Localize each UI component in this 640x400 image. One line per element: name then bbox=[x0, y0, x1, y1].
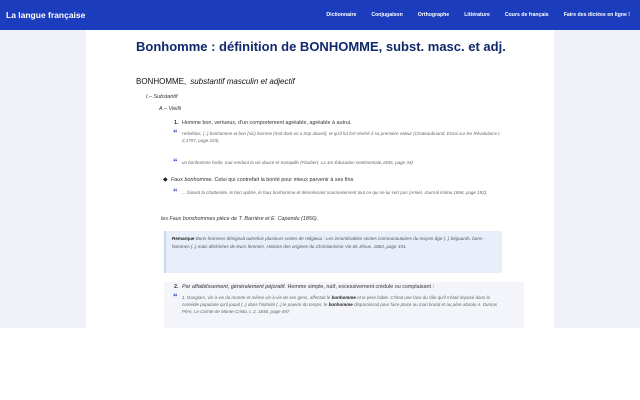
site-brand[interactable]: La langue française bbox=[6, 10, 86, 20]
citation-4-headword: bonhomme bbox=[331, 295, 356, 300]
citation-4-part-a: 1. Danglars, vis-à-vis du monde et même vis-à-vis de ses gens, affectait le bbox=[182, 295, 331, 300]
diamond-bullet-icon: ◆ bbox=[163, 177, 168, 183]
quote-mark-icon: “ bbox=[173, 187, 178, 197]
page-title: Bonhomme : définition de BONHOMME, subst. masc. et adj. bbox=[136, 39, 506, 54]
definition-2-lead: Par affaiblissement, généralement péjoratif. bbox=[182, 284, 286, 290]
lower-blank-area bbox=[0, 328, 640, 400]
remarque-label: Remarque bbox=[172, 236, 195, 241]
citation-4-part-b: et le père faible. C'était une face du rôle qu'il s'était imposé dans la comédie populaire qu'il jouait (..) dans l'intimité (..) le pauvre du temps, le bbox=[182, 295, 490, 308]
quote-mark-icon: “ bbox=[173, 157, 178, 167]
nav-links bbox=[311, 0, 630, 30]
quote-mark-icon: “ bbox=[173, 128, 178, 138]
part-of-speech: substantif masculin et adjectif bbox=[190, 77, 295, 86]
citation-4 bbox=[182, 294, 502, 316]
headword: BONHOMME, bbox=[136, 77, 187, 86]
nav-link-litterature[interactable]: Littérature bbox=[464, 12, 490, 18]
nav-link-orthographe[interactable]: Orthographe bbox=[417, 12, 450, 18]
citation-4-part-c: disparaissait pour faire place au mari brutal et au père absolu A. Dumas Père, Le Comte de Monte-Cristo, t. 2, 1846, page 497. bbox=[182, 302, 497, 315]
section-substantif: I.– Substantif bbox=[146, 94, 178, 100]
section-vieilli: A.– Vieilli bbox=[159, 106, 182, 112]
nav-link-conjugaison[interactable]: Conjugaison bbox=[371, 12, 403, 18]
citation-4-headword: bonhomme bbox=[328, 302, 353, 308]
citation-3: ... faisant la chattemite, le bon apôtre, le faux bonhomme et démolissant sournoisement tout ce qui ne lui sert pas (Amiel, Journal intime,1866, page 192). bbox=[182, 190, 488, 195]
definition-2-line bbox=[182, 283, 434, 291]
nav-link-dictionnaire[interactable]: Dictionnaire bbox=[326, 12, 357, 18]
citation-2: un bonhomme facile, tout rendant la vie douce et tranquille (Flaubert, La 1re Éducation sentimentale,1845, page 34) bbox=[182, 160, 413, 165]
definition-1: Homme bon, vertueux, d'un comportement agréable, agréable à autrui. bbox=[182, 120, 352, 126]
nav-link-cours[interactable]: Cours de français bbox=[504, 12, 549, 18]
faux-bonhomme-term: Faux bonhomme. bbox=[171, 177, 213, 183]
faux-bonhomme-definition: Celui qui contrefait la bonté pour mieux parvenir à ses fins. bbox=[214, 177, 355, 183]
faux-bonshommes-piece: les Faux bonshommes pièce de T. Barrière et E. Capendu (1856). bbox=[161, 216, 319, 222]
definition-2: Homme simple, naïf, excessivement crédule ou complaisant : bbox=[287, 284, 434, 290]
remarque-text: Bons-hommes désignait autrefois plusieurs sortes de religieux : Les innombrables sectes communautaires du moyen âge (..) béguards, bons-hommes (..) mais déchirées de leurs femmes, Histoire des origines du Christianisme Vie de Jésus, 1863, page 191. bbox=[172, 236, 484, 249]
headword-line bbox=[136, 77, 295, 86]
remarque-box bbox=[164, 231, 502, 273]
citation-1: Helvétius, (..) bonhomme et bon (sic) homme (mot dont on a trop abusé), et qu'il fut fort révéré à sa première valeur (Chateaubriand, Essai sur les Révolutions t. 2,1797, page 223). bbox=[182, 131, 501, 144]
top-navbar bbox=[0, 0, 640, 30]
quote-mark-icon: “ bbox=[173, 292, 178, 302]
definition-article bbox=[86, 30, 554, 328]
faux-bonhomme-line bbox=[171, 176, 355, 184]
definition-number-2: 2. bbox=[174, 284, 179, 290]
nav-link-dictees[interactable]: Faire des dictées en ligne ! bbox=[563, 12, 630, 18]
definition-number-1: 1. bbox=[174, 120, 179, 126]
